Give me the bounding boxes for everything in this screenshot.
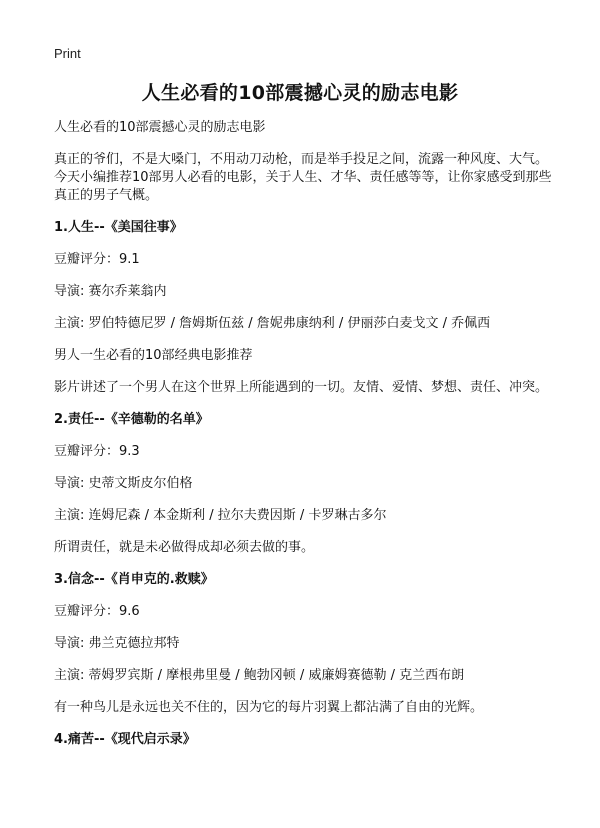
movie-section-2	[54, 411, 552, 557]
movie-director: 导演: 弗兰克德拉邦特	[54, 636, 180, 651]
article-subtitle: 人生必看的10部震撼心灵的励志电影	[54, 120, 266, 135]
article-body	[54, 119, 552, 763]
movie-rating: 豆瓣评分：9.3	[54, 444, 140, 459]
article-intro: 真正的爷们，不是大嗓门，不用动刀动枪，而是举手投足之间，流露一种风度、大气。今天小编推荐10部男人必看的电影，关于人生、才华、责任感等等，让你家感受到那些真正的男子气概。	[54, 152, 552, 203]
movie-recommendation: 男人一生必看的10部经典电影推荐	[54, 348, 253, 363]
movie-cast: 主演: 罗伯特德尼罗 / 詹姆斯伍兹 / 詹妮弗康纳利 / 伊丽莎白麦戈文 / 乔佩西	[54, 316, 491, 331]
movie-section-4	[54, 731, 552, 749]
section-heading: 2.责任--《辛德勒的名单》	[54, 412, 209, 427]
movie-director: 导演: 史蒂文斯皮尔伯格	[54, 476, 193, 491]
print-link[interactable]: Print	[54, 46, 81, 61]
movie-director: 导演: 赛尔乔莱翁内	[54, 284, 167, 299]
section-heading: 1.人生--《美国往事》	[54, 220, 183, 235]
page-title: 人生必看的10部震撼心灵的励志电影	[141, 82, 459, 104]
movie-description: 影片讲述了一个男人在这个世界上所能遇到的一切。友情、爱情、梦想、责任、冲突。	[54, 380, 549, 395]
section-heading: 4.痛苦--《现代启示录》	[54, 732, 196, 747]
movie-description: 有一种鸟儿是永远也关不住的，因为它的每片羽翼上都沾满了自由的光辉。	[54, 700, 484, 715]
movie-rating: 豆瓣评分：9.6	[54, 604, 140, 619]
movie-cast: 主演: 连姆尼森 / 本金斯利 / 拉尔夫费因斯 / 卡罗琳古多尔	[54, 508, 387, 523]
movie-section-1	[54, 219, 552, 397]
movie-rating: 豆瓣评分：9.1	[54, 252, 140, 267]
movie-cast: 主演: 蒂姆罗宾斯 / 摩根弗里曼 / 鲍勃冈顿 / 威廉姆赛德勒 / 克兰西布朗	[54, 668, 465, 683]
movie-description: 所谓责任，就是未必做得成却必须去做的事。	[54, 540, 315, 555]
section-heading: 3.信念--《肖申克的.救赎》	[54, 572, 214, 587]
movie-section-3	[54, 571, 552, 717]
